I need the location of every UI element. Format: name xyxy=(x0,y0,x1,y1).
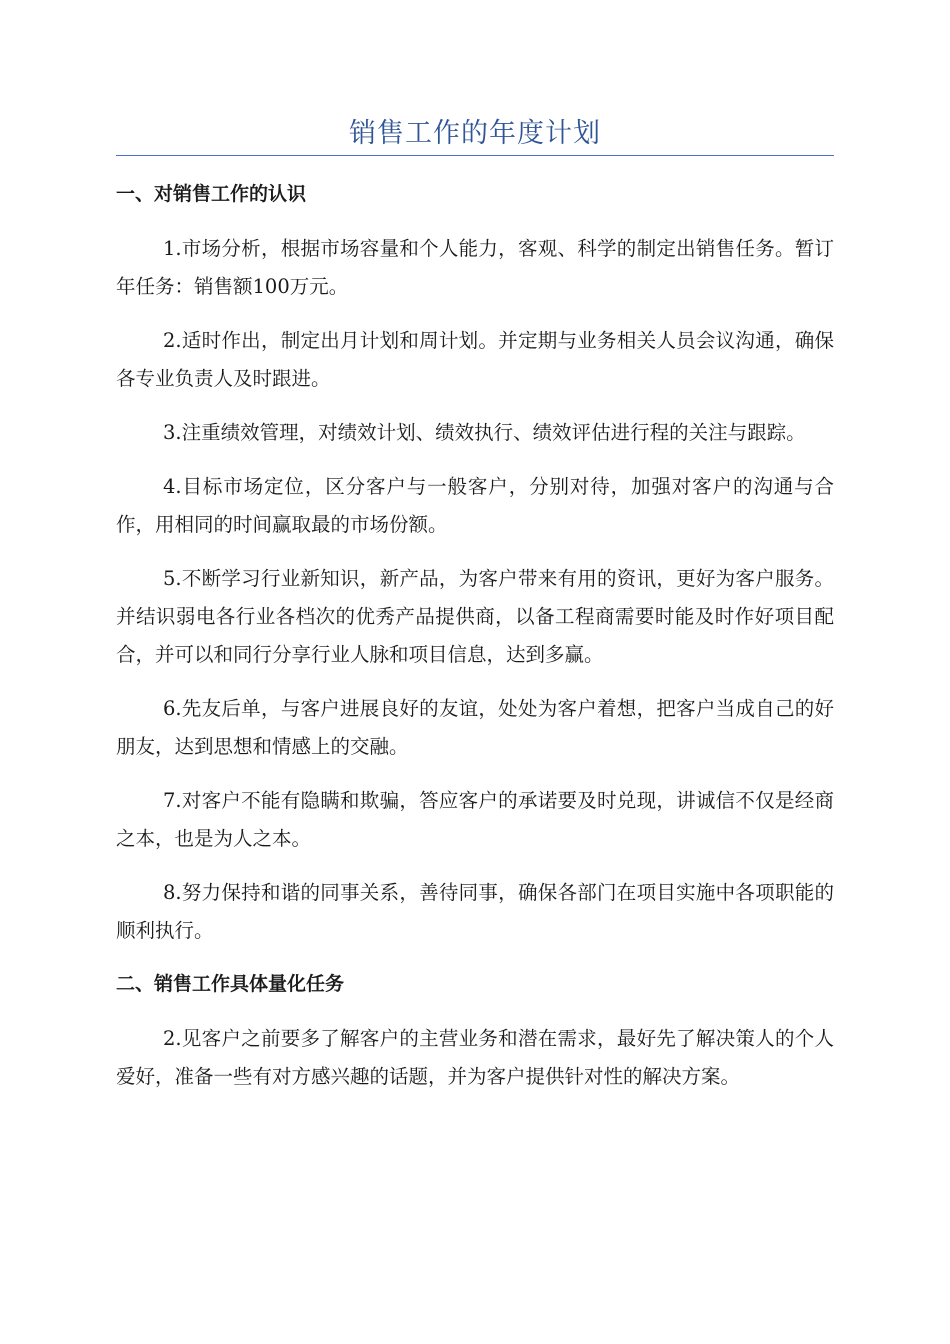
paragraph: 6.先友后单，与客户进展良好的友谊，处处为客户着想，把客户当成自己的好朋友，达到思想和情感上的交融。 xyxy=(116,697,834,758)
paragraph: 4.目标市场定位，区分客户与一般客户，分别对待，加强对客户的沟通与合作，用相同的时间赢取最的市场份额。 xyxy=(116,475,834,536)
paragraph: 7.对客户不能有隐瞒和欺骗，答应客户的承诺要及时兑现，讲诚信不仅是经商之本，也是为人之本。 xyxy=(116,789,834,850)
paragraph: 1.市场分析，根据市场容量和个人能力，客观、科学的制定出销售任务。暂订年任务：销售额100万元。 xyxy=(116,237,834,298)
document-body xyxy=(116,176,834,1112)
paragraph: 2.适时作出，制定出月计划和周计划。并定期与业务相关人员会议沟通，确保各专业负责人及时跟进。 xyxy=(116,329,834,390)
paragraph: 5.不断学习行业新知识，新产品，为客户带来有用的资讯，更好为客户服务。并结识弱电各行业各档次的优秀产品提供商，以备工程商需要时能及时作好项目配合，并可以和同行分享行业人脉和项目信息，达到多赢。 xyxy=(116,567,834,666)
paragraph: 8.努力保持和谐的同事关系，善待同事，确保各部门在项目实施中各项职能的顺利执行。 xyxy=(116,881,834,942)
paragraph: 3.注重绩效管理，对绩效计划、绩效执行、绩效评估进行程的关注与跟踪。 xyxy=(163,421,806,444)
document-title: 销售工作的年度计划 xyxy=(349,118,601,149)
title-underline xyxy=(116,155,834,156)
section-heading-1: 一、对销售工作的认识 xyxy=(116,183,307,205)
paragraph: 2.见客户之前要多了解客户的主营业务和潜在需求，最好先了解决策人的个人爱好，准备一些有对方感兴趣的话题，并为客户提供针对性的解决方案。 xyxy=(116,1027,834,1088)
section-heading-2: 二、销售工作具体量化任务 xyxy=(116,973,345,995)
